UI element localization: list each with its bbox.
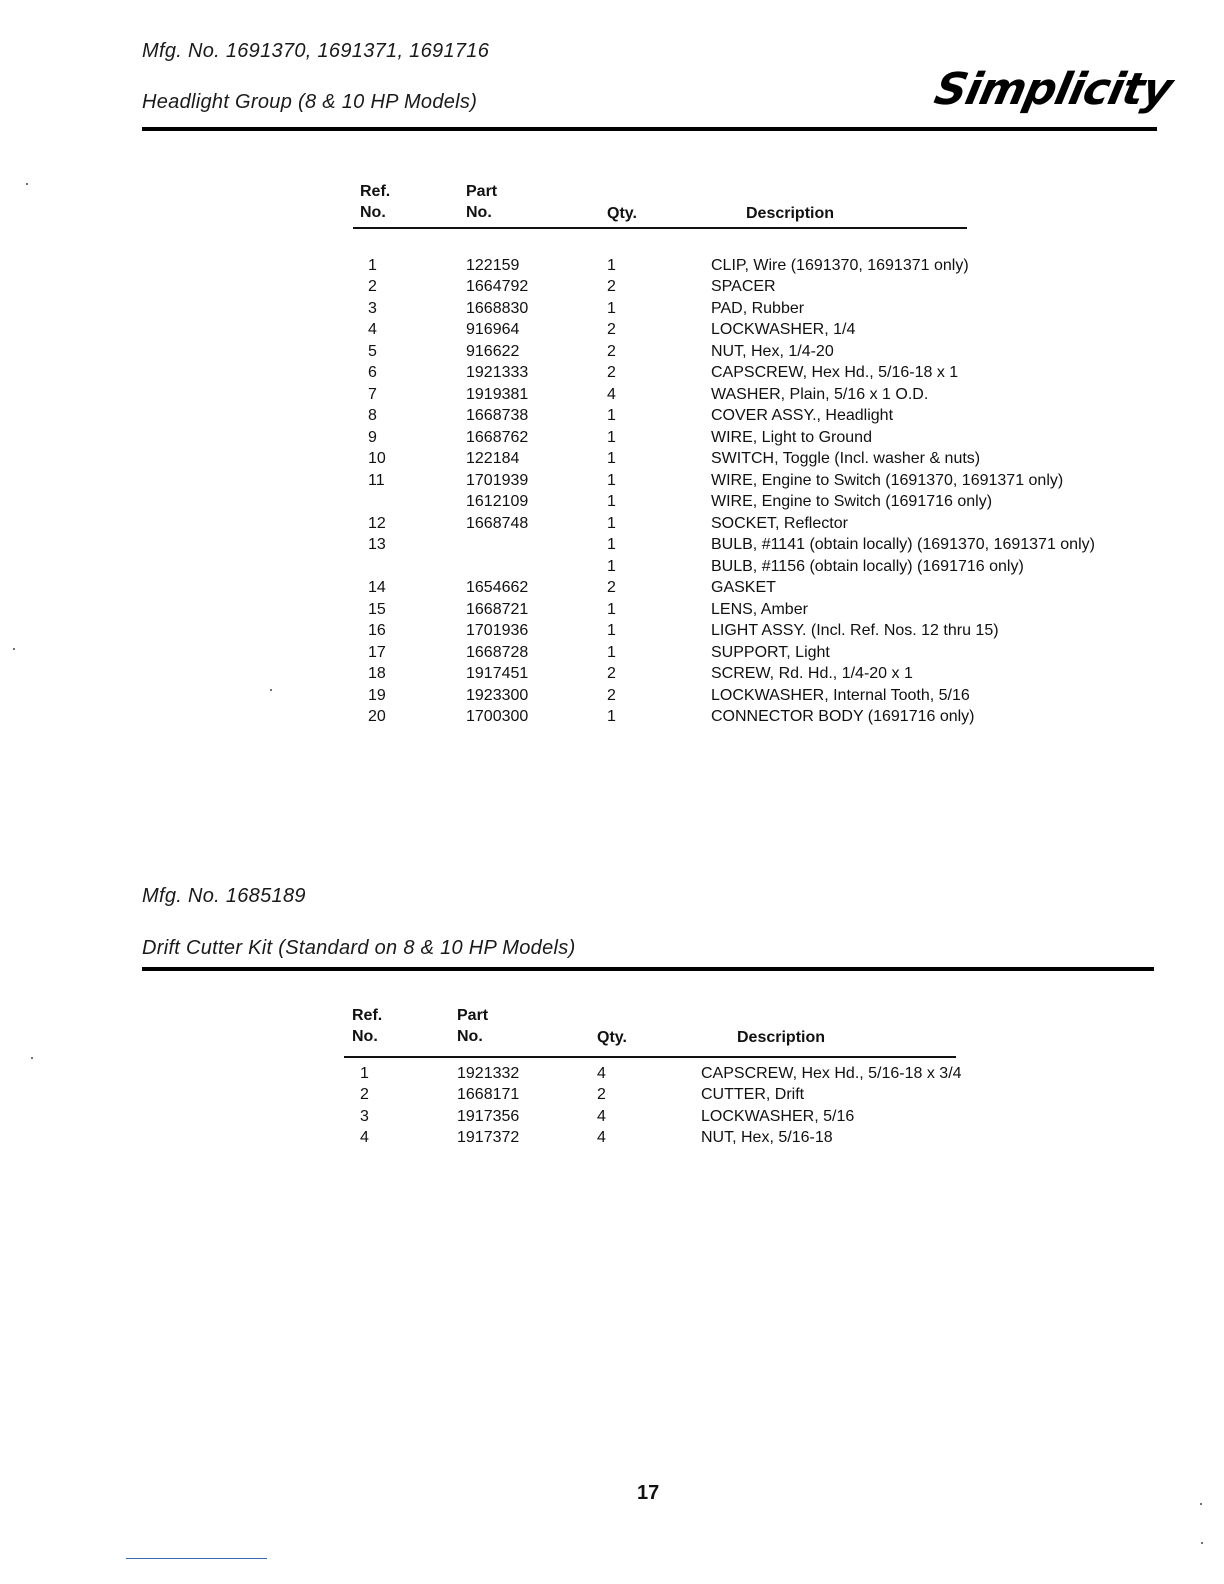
cell-description: GASKET	[711, 579, 776, 597]
cell-ref: 19	[368, 686, 386, 704]
table-row	[360, 621, 1171, 643]
cell-ref: 14	[368, 579, 386, 597]
table-row	[360, 707, 1171, 729]
table-row	[360, 449, 1171, 471]
cell-ref: 4	[360, 1129, 369, 1147]
cell-description: LOCKWASHER, Internal Tooth, 5/16	[711, 686, 970, 704]
cell-ref	[360, 556, 466, 578]
cell-ref: 18	[368, 665, 386, 683]
cell-ref: 15	[368, 600, 386, 618]
cell-part-no: 916622	[466, 342, 520, 360]
cell-description: CLIP, Wire (1691370, 1691371 only)	[711, 256, 969, 274]
cell-part-no: 1668748	[466, 514, 529, 532]
cell-description: CUTTER, Drift	[701, 1086, 805, 1104]
cell-description: WIRE, Engine to Switch (1691716 only)	[711, 493, 993, 511]
table-row	[360, 298, 1171, 320]
cell-part-no: 1654662	[466, 579, 529, 597]
cell-description: LOCKWASHER, 1/4	[711, 321, 856, 339]
col-header-ref-2: Ref. No.	[352, 1007, 383, 1045]
cell-part-no: 122159	[466, 256, 520, 274]
table-row	[360, 341, 1171, 363]
table-row	[360, 255, 1171, 277]
col-header-part: Part No.	[466, 183, 498, 221]
cell-qty: 2	[607, 686, 616, 704]
cell-ref: 6	[368, 364, 377, 382]
cell-qty: 2	[607, 321, 616, 339]
table-row	[360, 1085, 1121, 1107]
cell-description: SCREW, Rd. Hd., 1/4-20 x 1	[711, 665, 913, 683]
cell-part-no: 1664792	[466, 278, 529, 296]
cell-qty: 1	[607, 643, 616, 661]
section-title-2: Drift Cutter Kit (Standard on 8 & 10 HP Models)	[142, 937, 576, 959]
mfg-number-2: Mfg. No. 1685189	[142, 885, 306, 907]
table-row	[360, 1106, 1121, 1128]
cell-ref: 17	[368, 643, 386, 661]
table-row	[360, 470, 1171, 492]
cell-ref: 8	[368, 407, 377, 425]
mfg-number-1: Mfg. No. 1691370, 1691371, 1691716	[142, 40, 490, 62]
column-header-rule-2	[344, 1056, 956, 1058]
cell-qty: 1	[607, 428, 616, 446]
cell-part-no: 916964	[466, 321, 520, 339]
cell-qty: 1	[607, 536, 616, 554]
cell-ref: 9	[368, 428, 377, 446]
cell-qty: 2	[607, 278, 616, 296]
scan-speck	[13, 648, 15, 650]
cell-qty: 1	[607, 256, 616, 274]
cell-part-no: 1917372	[457, 1129, 520, 1147]
table-row	[360, 320, 1171, 342]
header-rule-1	[142, 127, 1157, 131]
cell-description: NUT, Hex, 1/4-20	[711, 342, 834, 360]
table-row	[360, 556, 1171, 578]
scan-speck	[26, 183, 28, 185]
col-header-qty: Qty.	[607, 205, 637, 222]
col-header-description: Description	[746, 205, 835, 222]
cell-description: SWITCH, Toggle (Incl. washer & nuts)	[711, 450, 981, 468]
cell-part-no: 1668762	[466, 428, 529, 446]
section-title-1: Headlight Group (8 & 10 HP Models)	[142, 91, 478, 113]
cell-description: NUT, Hex, 5/16-18	[701, 1129, 833, 1147]
cell-qty: 1	[607, 407, 616, 425]
cell-part-no	[466, 556, 607, 578]
cell-ref: 2	[360, 1086, 369, 1104]
cell-qty: 1	[607, 450, 616, 468]
col-header-part-2: Part No.	[457, 1007, 489, 1045]
cell-description: BULB, #1156 (obtain locally) (1691716 only)	[711, 557, 1024, 575]
cell-description: SOCKET, Reflector	[711, 514, 848, 532]
cell-description: LENS, Amber	[711, 600, 808, 618]
cell-part-no: 1700300	[466, 708, 529, 726]
cell-qty: 2	[607, 364, 616, 382]
col-header-description-2: Description	[737, 1029, 826, 1046]
cell-part-no: 122184	[466, 450, 520, 468]
cell-qty: 1	[607, 493, 616, 511]
table-row	[360, 277, 1171, 299]
cell-part-no: 1917356	[457, 1107, 520, 1125]
page-number: 17	[637, 1482, 660, 1504]
cell-qty: 1	[607, 557, 616, 575]
cell-part-no: 1668721	[466, 600, 529, 618]
cell-qty: 4	[597, 1107, 606, 1125]
cell-description: BULB, #1141 (obtain locally) (1691370, 1691371 only)	[711, 536, 1095, 554]
cell-part-no: 1917451	[466, 665, 529, 683]
cell-description: COVER ASSY., Headlight	[711, 407, 894, 425]
table-row	[360, 406, 1171, 428]
cell-qty: 4	[597, 1129, 606, 1147]
table-row	[360, 513, 1171, 535]
cell-qty: 1	[607, 514, 616, 532]
cell-description: WASHER, Plain, 5/16 x 1 O.D.	[711, 385, 929, 403]
cell-ref: 20	[368, 708, 386, 726]
cell-part-no: 1668830	[466, 299, 529, 317]
cell-qty: 2	[607, 579, 616, 597]
cell-ref: 7	[368, 385, 377, 403]
cell-part-no: 1923300	[466, 686, 529, 704]
table-row	[360, 1063, 1121, 1085]
scan-speck	[270, 689, 272, 691]
cell-ref: 2	[368, 278, 377, 296]
cell-ref: 1	[368, 256, 377, 274]
cell-ref: 16	[368, 622, 386, 640]
cell-part-no: 1921333	[466, 364, 529, 382]
cell-part-no: 1919381	[466, 385, 529, 403]
cell-ref	[360, 492, 466, 514]
simplicity-logo: Simplicity	[930, 64, 1177, 115]
parts-table-headlight	[360, 255, 1171, 728]
cell-ref: 11	[368, 471, 385, 489]
cell-ref: 5	[368, 342, 377, 360]
cell-part-no	[466, 535, 607, 557]
table-row	[360, 599, 1171, 621]
cell-part-no: 1701939	[466, 471, 529, 489]
cell-qty: 2	[597, 1086, 606, 1104]
cell-ref: 13	[368, 536, 386, 554]
table-row	[360, 685, 1171, 707]
col-header-qty-2: Qty.	[597, 1029, 627, 1046]
table-row	[360, 1128, 1121, 1150]
header-rule-2	[142, 967, 1154, 971]
cell-description: PAD, Rubber	[711, 299, 805, 317]
cell-description: LIGHT ASSY. (Incl. Ref. Nos. 12 thru 15)	[711, 622, 999, 640]
cell-description: WIRE, Engine to Switch (1691370, 1691371 only)	[711, 471, 1064, 489]
cell-part-no: 1921332	[457, 1064, 520, 1082]
table-row	[360, 492, 1171, 514]
table-row	[360, 664, 1171, 686]
cell-description: LOCKWASHER, 5/16	[701, 1107, 855, 1125]
cell-description: CAPSCREW, Hex Hd., 5/16-18 x 3/4	[701, 1064, 962, 1082]
cell-qty: 2	[607, 665, 616, 683]
scan-speck	[1200, 1503, 1202, 1505]
scan-speck	[31, 1057, 33, 1059]
parts-table-drift-cutter	[360, 1063, 1121, 1149]
cell-ref: 3	[360, 1107, 369, 1125]
cell-description: WIRE, Light to Ground	[711, 428, 872, 446]
cell-ref: 4	[368, 321, 377, 339]
cell-description: CAPSCREW, Hex Hd., 5/16-18 x 1	[711, 364, 959, 382]
cell-description: SPACER	[711, 278, 776, 296]
cell-qty: 1	[607, 622, 616, 640]
table-row	[360, 363, 1171, 385]
cell-ref: 10	[368, 450, 386, 468]
cell-part-no: 1668171	[457, 1086, 520, 1104]
cell-qty: 4	[597, 1064, 606, 1082]
cell-qty: 1	[607, 471, 616, 489]
table-row	[360, 642, 1171, 664]
cell-qty: 2	[607, 342, 616, 360]
cell-part-no: 1612109	[466, 493, 529, 511]
cell-ref: 12	[368, 514, 386, 532]
cell-part-no: 1668728	[466, 643, 529, 661]
cell-qty: 1	[607, 708, 616, 726]
cell-ref: 3	[368, 299, 377, 317]
scan-speck	[1201, 1542, 1203, 1544]
cell-description: SUPPORT, Light	[711, 643, 830, 661]
cell-description: CONNECTOR BODY (1691716 only)	[711, 708, 975, 726]
cell-qty: 1	[607, 600, 616, 618]
cell-part-no: 1668738	[466, 407, 529, 425]
table-row	[360, 578, 1171, 600]
cell-qty: 4	[607, 385, 616, 403]
footer-line	[126, 1558, 267, 1559]
cell-qty: 1	[607, 299, 616, 317]
table-row	[360, 535, 1171, 557]
column-header-rule-1	[353, 227, 967, 229]
table-row	[360, 427, 1171, 449]
table-row	[360, 384, 1171, 406]
col-header-ref: Ref. No.	[360, 183, 391, 221]
cell-ref: 1	[360, 1064, 369, 1082]
cell-part-no: 1701936	[466, 622, 529, 640]
